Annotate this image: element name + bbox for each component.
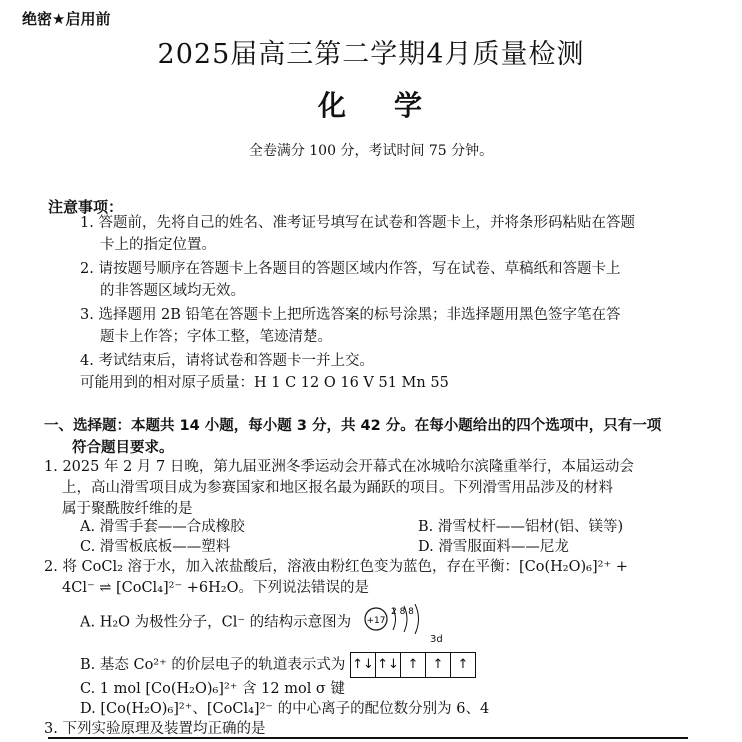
atomic-mass-line: 可能用到的相对原子质量：H 1 C 12 O 16 V 51 Mn 55 [80,375,449,391]
notice-line-1: 1. 答题前，先将自己的姓名、准考证号填写在试卷和答题卡上，并将条形码粘贴在答题 [80,215,635,231]
subject-char-2: 学 [394,89,425,122]
q1-option-b: B. 滑雪杖杆——铝材(铝、镁等) [418,519,624,535]
q2-option-a-text: A. H₂O 为极性分子，Cl⁻ 的结构示意图为 [80,614,352,631]
notice-line-2: 卡上的指定位置。 [100,237,216,253]
q2-option-d: D. [Co(H₂O)₆]²⁺、[CoCl₄]²⁻ 的中心离子的配位数分别为 6、4 [80,701,490,717]
confidential-label: 绝密★启用前 [22,10,111,28]
q1-stem-3: 属于聚酰胺纤维的是 [62,501,193,517]
orbital-3d-label: 3d [430,634,443,645]
q2-option-b-text: B. 基态 Co²⁺ 的价层电子的轨道表示式为 [80,657,346,673]
q2-option-c: C. 1 mol [Co(H₂O)₆]²⁺ 含 12 mol σ 键 [80,681,345,697]
orbital-diagram [350,652,476,678]
table-top-border [48,737,688,739]
exam-note: 全卷满分 100 分，考试时间 75 分钟。 [248,143,494,159]
notice-heading: 注意事项： [48,198,124,216]
orbital-box-4: ↑ [426,653,451,677]
q1-stem-1: 1. 2025 年 2 月 7 日晚，第九届亚洲冬季运动会开幕式在冰城哈尔滨隆重举行，本届运动会 [44,459,634,475]
orbital-box-1: ↑↓ [351,653,376,677]
orbital-box-3: ↑ [401,653,426,677]
q2-option-a [80,604,432,641]
q1-option-a: A. 滑雪手套——合成橡胶 [80,519,245,535]
atom-nucleus-label: +17 [366,616,386,626]
notice-line-7: 4. 考试结束后，请将试卷和答题卡一并上交。 [80,353,374,369]
q1-option-d: D. 滑雪服面料——尼龙 [418,539,569,555]
chloride-structure-diagram [362,604,432,641]
atom-shells-label: 2 8 8 [390,607,414,617]
subject-title [0,84,742,124]
orbital-box-5: ↑ [457,657,469,672]
notice-line-4: 的非答题区域均无效。 [100,283,245,299]
exam-title: 2025届高三第二学期4月质量检测 [157,39,585,70]
q2-option-b [80,652,476,678]
section-heading-1: 一、选择题：本题共 14 小题，每小题 3 分，共 42 分。在每小题给出的四个选项中，只有一项 [44,418,662,434]
subject-char-1: 化 [317,89,348,122]
q2-stem-2: 4Cl⁻ ⇌ [CoCl₄]²⁻ +6H₂O。下列说法错误的是 [62,580,369,596]
q3-stem: 3. 下列实验原理及装置均正确的是 [44,721,266,737]
notice-line-3: 2. 请按题号顺序在答题卡上各题目的答题区域内作答，写在试卷、草稿纸和答题卡上 [80,261,621,277]
notice-line-6: 题卡上作答；字体工整，笔迹清楚。 [100,329,332,345]
orbital-box-2: ↑↓ [376,653,401,677]
notice-line-5: 3. 选择题用 2B 铅笔在答题卡上把所选答案的标号涂黑；非选择题用黑色签字笔在答 [80,307,621,323]
q2-stem-1: 2. 将 CoCl₂ 溶于水，加入浓盐酸后，溶液由粉红色变为蓝色，存在平衡：[Co(H₂O)₆]²⁺ + [44,559,628,575]
section-heading-2: 符合题目要求。 [72,440,174,456]
q1-stem-2: 上，高山滑雪项目成为参赛国家和地区报名最为踊跃的项目。下列滑雪用品涉及的材料 [62,480,613,496]
q1-option-c: C. 滑雪板底板——塑料 [80,539,231,555]
